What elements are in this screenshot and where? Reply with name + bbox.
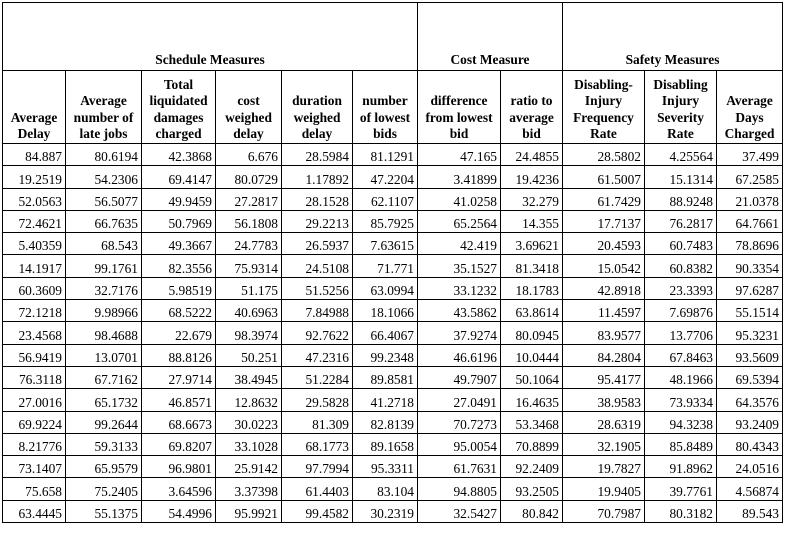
table-cell: 19.2519 <box>3 166 66 188</box>
table-cell: 92.2409 <box>501 456 563 478</box>
table-cell: 22.679 <box>142 322 216 344</box>
column-header: Total liquidated damages charged <box>142 71 216 144</box>
table-cell: 10.0444 <box>501 344 563 366</box>
table-cell: 32.279 <box>501 188 563 210</box>
table-cell: 29.2213 <box>282 210 353 232</box>
table-cell: 20.4593 <box>563 233 645 255</box>
table-cell: 24.7783 <box>216 233 282 255</box>
table-cell: 81.3418 <box>501 255 563 277</box>
table-cell: 28.5984 <box>282 144 353 166</box>
column-header: Disabling Injury Severity Rate <box>645 71 717 144</box>
table-cell: 30.0223 <box>216 411 282 433</box>
table-cell: 96.9801 <box>142 456 216 478</box>
table-cell: 55.1514 <box>717 300 783 322</box>
table-cell: 24.0516 <box>717 456 783 478</box>
table-cell: 54.4996 <box>142 500 216 522</box>
table-cell: 27.0016 <box>3 389 66 411</box>
table-cell: 69.4147 <box>142 166 216 188</box>
table-cell: 84.887 <box>3 144 66 166</box>
table-cell: 42.3868 <box>142 144 216 166</box>
table-cell: 73.9334 <box>645 389 717 411</box>
table-cell: 95.0054 <box>418 433 501 455</box>
table-cell: 89.543 <box>717 500 783 522</box>
table-cell: 60.8382 <box>645 255 717 277</box>
table-cell: 64.3576 <box>717 389 783 411</box>
table-cell: 15.0542 <box>563 255 645 277</box>
table-row <box>3 277 783 299</box>
table-cell: 93.5609 <box>717 344 783 366</box>
table-row <box>3 322 783 344</box>
table-cell: 80.6194 <box>66 144 142 166</box>
column-header: ratio to average bid <box>501 71 563 144</box>
table-cell: 54.2306 <box>66 166 142 188</box>
table-cell: 49.7907 <box>418 366 501 388</box>
table-cell: 94.8805 <box>418 478 501 500</box>
table-cell: 32.7176 <box>66 277 142 299</box>
table-cell: 53.3468 <box>501 411 563 433</box>
table-cell: 4.25564 <box>645 144 717 166</box>
table-cell: 72.4621 <box>3 210 66 232</box>
table-cell: 70.7987 <box>563 500 645 522</box>
table-cell: 99.4582 <box>282 500 353 522</box>
table-cell: 37.9274 <box>418 322 501 344</box>
column-header: number of lowest bids <box>353 71 418 144</box>
table-cell: 3.41899 <box>418 166 501 188</box>
table-cell: 78.8696 <box>717 233 783 255</box>
column-header: difference from lowest bid <box>418 71 501 144</box>
column-header: cost weighed delay <box>216 71 282 144</box>
table-cell: 40.6963 <box>216 300 282 322</box>
table-cell: 89.8581 <box>353 366 418 388</box>
table-cell: 23.4568 <box>3 322 66 344</box>
table-row <box>3 233 783 255</box>
table-cell: 56.5077 <box>66 188 142 210</box>
table-cell: 83.104 <box>353 478 418 500</box>
measures-table <box>2 2 783 523</box>
table-cell: 70.7273 <box>418 411 501 433</box>
table-cell: 93.2505 <box>501 478 563 500</box>
table-cell: 3.69621 <box>501 233 563 255</box>
table-cell: 7.84988 <box>282 300 353 322</box>
table-cell: 50.7969 <box>142 210 216 232</box>
table-cell: 85.8489 <box>645 433 717 455</box>
table-cell: 50.1064 <box>501 366 563 388</box>
group-header-cost: Cost Measure <box>418 3 563 71</box>
table-cell: 19.7827 <box>563 456 645 478</box>
table-cell: 84.2804 <box>563 344 645 366</box>
table-cell: 98.3974 <box>216 322 282 344</box>
table-row <box>3 300 783 322</box>
table-cell: 76.2817 <box>645 210 717 232</box>
table-cell: 65.2564 <box>418 210 501 232</box>
table-row <box>3 411 783 433</box>
table-cell: 23.3393 <box>645 277 717 299</box>
group-header-row <box>3 3 783 71</box>
table-cell: 43.5862 <box>418 300 501 322</box>
table-cell: 47.2204 <box>353 166 418 188</box>
table-row <box>3 433 783 455</box>
table-cell: 14.1917 <box>3 255 66 277</box>
column-header: Average Days Charged <box>717 71 783 144</box>
table-cell: 66.4067 <box>353 322 418 344</box>
table-cell: 33.1028 <box>216 433 282 455</box>
table-cell: 26.5937 <box>282 233 353 255</box>
table-cell: 61.4403 <box>282 478 353 500</box>
table-cell: 99.1761 <box>66 255 142 277</box>
table-cell: 67.2585 <box>717 166 783 188</box>
table-row <box>3 166 783 188</box>
table-cell: 71.771 <box>353 255 418 277</box>
table-cell: 28.5802 <box>563 144 645 166</box>
table-cell: 63.4445 <box>3 500 66 522</box>
table-cell: 93.2409 <box>717 411 783 433</box>
table-cell: 16.4635 <box>501 389 563 411</box>
table-cell: 32.5427 <box>418 500 501 522</box>
table-cell: 35.1527 <box>418 255 501 277</box>
table-cell: 7.63615 <box>353 233 418 255</box>
table-cell: 55.1375 <box>66 500 142 522</box>
table-cell: 24.4855 <box>501 144 563 166</box>
table-row <box>3 344 783 366</box>
table-row <box>3 478 783 500</box>
table-cell: 95.9921 <box>216 500 282 522</box>
table-cell: 32.1905 <box>563 433 645 455</box>
table-row <box>3 255 783 277</box>
table-cell: 27.9714 <box>142 366 216 388</box>
table-cell: 88.9248 <box>645 188 717 210</box>
table-cell: 13.7706 <box>645 322 717 344</box>
column-header-row <box>3 71 783 144</box>
table-cell: 19.4236 <box>501 166 563 188</box>
table-cell: 56.1808 <box>216 210 282 232</box>
table-row <box>3 188 783 210</box>
table-cell: 85.7925 <box>353 210 418 232</box>
table-cell: 18.1783 <box>501 277 563 299</box>
table-cell: 4.56874 <box>717 478 783 500</box>
table-cell: 80.842 <box>501 500 563 522</box>
table-cell: 69.9224 <box>3 411 66 433</box>
table-cell: 97.7994 <box>282 456 353 478</box>
table-cell: 95.4177 <box>563 366 645 388</box>
table-cell: 68.543 <box>66 233 142 255</box>
table-cell: 42.8918 <box>563 277 645 299</box>
table-cell: 69.8207 <box>142 433 216 455</box>
column-header: duration weighed delay <box>282 71 353 144</box>
table-cell: 99.2644 <box>66 411 142 433</box>
table-row <box>3 389 783 411</box>
table-cell: 39.7761 <box>645 478 717 500</box>
column-header: Disabling-Injury Frequency Rate <box>563 71 645 144</box>
table-cell: 28.6319 <box>563 411 645 433</box>
table-cell: 95.3231 <box>717 322 783 344</box>
table-cell: 49.3667 <box>142 233 216 255</box>
table-cell: 81.309 <box>282 411 353 433</box>
table-cell: 50.251 <box>216 344 282 366</box>
table-cell: 75.2405 <box>66 478 142 500</box>
table-cell: 67.8463 <box>645 344 717 366</box>
table-cell: 47.2316 <box>282 344 353 366</box>
table-cell: 81.1291 <box>353 144 418 166</box>
table-cell: 73.1407 <box>3 456 66 478</box>
table-cell: 62.1107 <box>353 188 418 210</box>
table-cell: 41.2718 <box>353 389 418 411</box>
table-cell: 61.7429 <box>563 188 645 210</box>
table-cell: 65.1732 <box>66 389 142 411</box>
table-row <box>3 144 783 166</box>
table-cell: 3.37398 <box>216 478 282 500</box>
table-body <box>3 144 783 523</box>
table-cell: 61.5007 <box>563 166 645 188</box>
table-cell: 33.1232 <box>418 277 501 299</box>
table-cell: 46.8571 <box>142 389 216 411</box>
table-cell: 82.8139 <box>353 411 418 433</box>
table-cell: 8.21776 <box>3 433 66 455</box>
table-cell: 60.7483 <box>645 233 717 255</box>
table-cell: 15.1314 <box>645 166 717 188</box>
table-cell: 6.676 <box>216 144 282 166</box>
table-cell: 99.2348 <box>353 344 418 366</box>
table-cell: 80.4343 <box>717 433 783 455</box>
group-header-safety: Safety Measures <box>563 3 783 71</box>
table-cell: 76.3118 <box>3 366 66 388</box>
table-row <box>3 210 783 232</box>
table-cell: 61.7631 <box>418 456 501 478</box>
table-cell: 91.8962 <box>645 456 717 478</box>
table-cell: 11.4597 <box>563 300 645 322</box>
table-cell: 70.8899 <box>501 433 563 455</box>
table-cell: 72.1218 <box>3 300 66 322</box>
table-cell: 27.2817 <box>216 188 282 210</box>
table-cell: 5.98519 <box>142 277 216 299</box>
table-cell: 59.3133 <box>66 433 142 455</box>
table-cell: 92.7622 <box>282 322 353 344</box>
table-cell: 9.98966 <box>66 300 142 322</box>
table-cell: 24.5108 <box>282 255 353 277</box>
table-cell: 80.3182 <box>645 500 717 522</box>
table-cell: 37.499 <box>717 144 783 166</box>
table-cell: 67.7162 <box>66 366 142 388</box>
table-cell: 19.9405 <box>563 478 645 500</box>
table-cell: 82.3556 <box>142 255 216 277</box>
table-cell: 80.0729 <box>216 166 282 188</box>
table-cell: 38.4945 <box>216 366 282 388</box>
table-cell: 83.9577 <box>563 322 645 344</box>
table-cell: 66.7635 <box>66 210 142 232</box>
table-cell: 17.7137 <box>563 210 645 232</box>
table-cell: 48.1966 <box>645 366 717 388</box>
table-cell: 13.0701 <box>66 344 142 366</box>
table-cell: 27.0491 <box>418 389 501 411</box>
table-cell: 51.2284 <box>282 366 353 388</box>
table-cell: 41.0258 <box>418 188 501 210</box>
group-header-schedule: Schedule Measures <box>3 3 418 71</box>
table-cell: 56.9419 <box>3 344 66 366</box>
table-cell: 7.69876 <box>645 300 717 322</box>
table-cell: 25.9142 <box>216 456 282 478</box>
table-cell: 69.5394 <box>717 366 783 388</box>
table-cell: 46.6196 <box>418 344 501 366</box>
table-row <box>3 366 783 388</box>
table-cell: 30.2319 <box>353 500 418 522</box>
table-cell: 52.0563 <box>3 188 66 210</box>
table-cell: 14.355 <box>501 210 563 232</box>
table-cell: 42.419 <box>418 233 501 255</box>
table-cell: 95.3311 <box>353 456 418 478</box>
table-cell: 75.9314 <box>216 255 282 277</box>
table-cell: 21.0378 <box>717 188 783 210</box>
table-cell: 68.5222 <box>142 300 216 322</box>
table-cell: 51.175 <box>216 277 282 299</box>
table-cell: 90.3354 <box>717 255 783 277</box>
table-cell: 51.5256 <box>282 277 353 299</box>
table-cell: 98.4688 <box>66 322 142 344</box>
table-cell: 12.8632 <box>216 389 282 411</box>
column-header: Average number of late jobs <box>66 71 142 144</box>
table-row <box>3 500 783 522</box>
table-cell: 18.1066 <box>353 300 418 322</box>
table-cell: 88.8126 <box>142 344 216 366</box>
table-cell: 5.40359 <box>3 233 66 255</box>
table-cell: 3.64596 <box>142 478 216 500</box>
table-cell: 80.0945 <box>501 322 563 344</box>
table-cell: 38.9583 <box>563 389 645 411</box>
table-row <box>3 456 783 478</box>
table-cell: 49.9459 <box>142 188 216 210</box>
table-cell: 47.165 <box>418 144 501 166</box>
table-cell: 68.6673 <box>142 411 216 433</box>
table-cell: 68.1773 <box>282 433 353 455</box>
table-cell: 94.3238 <box>645 411 717 433</box>
table-cell: 97.6287 <box>717 277 783 299</box>
table-cell: 75.658 <box>3 478 66 500</box>
table-cell: 1.17892 <box>282 166 353 188</box>
column-header: Average Delay <box>3 71 66 144</box>
table-cell: 60.3609 <box>3 277 66 299</box>
table-cell: 29.5828 <box>282 389 353 411</box>
table-cell: 63.0994 <box>353 277 418 299</box>
table-cell: 89.1658 <box>353 433 418 455</box>
table-cell: 63.8614 <box>501 300 563 322</box>
table-cell: 64.7661 <box>717 210 783 232</box>
table-cell: 65.9579 <box>66 456 142 478</box>
table-cell: 28.1528 <box>282 188 353 210</box>
